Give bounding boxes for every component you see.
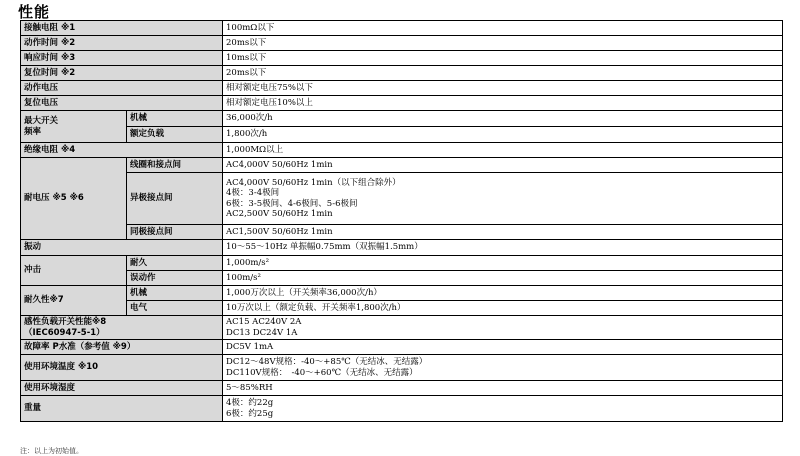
table-row bbox=[21, 173, 783, 225]
sub-label-electrical: 电气 bbox=[127, 301, 223, 316]
row-label-endurance: 耐久性※7 bbox=[21, 286, 127, 316]
table-row bbox=[21, 271, 783, 286]
value-line: 6极：约25g bbox=[226, 408, 274, 419]
value-line: AC15 AC240V 2A bbox=[226, 317, 302, 327]
table-row bbox=[21, 158, 783, 173]
row-label-weight: 重量 bbox=[21, 396, 223, 422]
row-label-ambient-humidity: 使用环境湿度 bbox=[21, 381, 223, 396]
value-electrical-endurance: 10万次以上（额定负载、开关频率1,800次/h） bbox=[223, 301, 783, 316]
table-row bbox=[21, 225, 783, 240]
value-line: DC13 DC24V 1A bbox=[226, 327, 298, 338]
row-label-inductive-load bbox=[21, 316, 223, 340]
label-line: 感性负载开关性能※8 bbox=[24, 317, 107, 327]
sub-label-coil-contact: 线圈和接点间 bbox=[127, 158, 223, 173]
sub-label-malfunction: 误动作 bbox=[127, 271, 223, 286]
row-label-failure-rate: 故障率 P水准（参考值 ※9） bbox=[21, 340, 223, 355]
row-value-vibration: 10～55～10Hz 单振幅0.75mm（双振幅1.5mm） bbox=[223, 240, 783, 256]
row-value-ambient-temperature bbox=[223, 355, 783, 381]
row-value-release-voltage: 相对额定电压10%以上 bbox=[223, 96, 783, 111]
row-label-release-time: 复位时间 ※2 bbox=[21, 66, 223, 81]
table-row bbox=[21, 36, 783, 51]
value-line: 4极：3-4极间 bbox=[226, 188, 280, 198]
row-label-response-time: 响应时间 ※3 bbox=[21, 51, 223, 66]
table-row bbox=[21, 21, 783, 36]
table-row bbox=[21, 286, 783, 301]
row-label-dielectric-strength: 耐电压 ※5 ※6 bbox=[21, 158, 127, 240]
table-row bbox=[21, 396, 783, 422]
table-row bbox=[21, 316, 783, 340]
sub-label-durability: 耐久 bbox=[127, 256, 223, 271]
row-label-contact-resistance: 接触电阻 ※1 bbox=[21, 21, 223, 36]
row-label-operate-time: 动作时间 ※2 bbox=[21, 36, 223, 51]
value-different-pole bbox=[223, 173, 783, 225]
value-line: AC2,500V 50/60Hz 1min bbox=[226, 209, 333, 219]
sub-label-mechanical: 机械 bbox=[127, 111, 223, 127]
performance-table bbox=[20, 20, 783, 422]
row-label-insulation-resistance: 绝缘电阻 ※4 bbox=[21, 143, 223, 158]
label-line: （IEC60947-5-1） bbox=[24, 327, 105, 338]
row-label-shock: 冲击 bbox=[21, 256, 127, 286]
value-same-pole: AC1,500V 50/60Hz 1min bbox=[223, 225, 783, 240]
label-line: 频率 bbox=[24, 126, 42, 137]
value-coil-contact: AC4,000V 50/60Hz 1min bbox=[223, 158, 783, 173]
row-value-failure-rate: DC5V 1mA bbox=[223, 340, 783, 355]
table-row bbox=[21, 143, 783, 158]
row-value-operate-voltage: 相对额定电压75%以下 bbox=[223, 81, 783, 96]
table-row bbox=[21, 111, 783, 127]
row-value-ambient-humidity: 5～85%RH bbox=[223, 381, 783, 396]
table-row bbox=[21, 256, 783, 271]
row-label-ambient-temperature: 使用环境温度 ※10 bbox=[21, 355, 223, 381]
sub-label-rated-load: 额定负载 bbox=[127, 127, 223, 143]
value-mechanical-frequency: 36,000次/h bbox=[223, 111, 783, 127]
row-label-release-voltage: 复位电压 bbox=[21, 96, 223, 111]
table-row bbox=[21, 301, 783, 316]
value-line: DC12～48V规格：-40～+85℃（无结冰、无结露） bbox=[226, 357, 428, 367]
table-row bbox=[21, 96, 783, 111]
label-line: 最大开关 bbox=[24, 116, 59, 126]
row-value-response-time: 10ms以下 bbox=[223, 51, 783, 66]
table-row bbox=[21, 240, 783, 256]
table-row bbox=[21, 51, 783, 66]
footnote: 注：以上为初始值。 bbox=[20, 447, 83, 455]
sub-label-different-pole: 异极接点间 bbox=[127, 173, 223, 225]
sub-label-mechanical: 机械 bbox=[127, 286, 223, 301]
row-label-max-switching-frequency bbox=[21, 111, 127, 143]
row-value-inductive-load bbox=[223, 316, 783, 340]
row-value-weight bbox=[223, 396, 783, 422]
row-label-operate-voltage: 动作电压 bbox=[21, 81, 223, 96]
value-line: DC110V规格： -40～+60℃（无结冰、无结露） bbox=[226, 367, 418, 378]
table-row bbox=[21, 66, 783, 81]
sub-label-same-pole: 同极接点间 bbox=[127, 225, 223, 240]
table-row bbox=[21, 81, 783, 96]
value-shock-malfunction: 100m/s² bbox=[223, 271, 783, 286]
row-value-operate-time: 20ms以下 bbox=[223, 36, 783, 51]
value-line: 4极：约22g bbox=[226, 398, 274, 408]
row-value-release-time: 20ms以下 bbox=[223, 66, 783, 81]
row-label-vibration: 振动 bbox=[21, 240, 223, 256]
table-row bbox=[21, 127, 783, 143]
value-rated-load-frequency: 1,800次/h bbox=[223, 127, 783, 143]
table-row bbox=[21, 381, 783, 396]
value-mechanical-endurance: 1,000万次以上（开关频率36,000次/h） bbox=[223, 286, 783, 301]
row-value-insulation-resistance: 1,000MΩ以上 bbox=[223, 143, 783, 158]
value-line: AC4,000V 50/60Hz 1min（以下组合除外） bbox=[226, 177, 401, 188]
value-shock-durability: 1,000m/s² bbox=[223, 256, 783, 271]
table-row bbox=[21, 355, 783, 381]
value-line: 6极：3-5极间、4-6极间、5-6极间 bbox=[226, 198, 358, 209]
table-row bbox=[21, 340, 783, 355]
page-title: 性能 bbox=[18, 3, 51, 21]
row-value-contact-resistance: 100mΩ以下 bbox=[223, 21, 783, 36]
